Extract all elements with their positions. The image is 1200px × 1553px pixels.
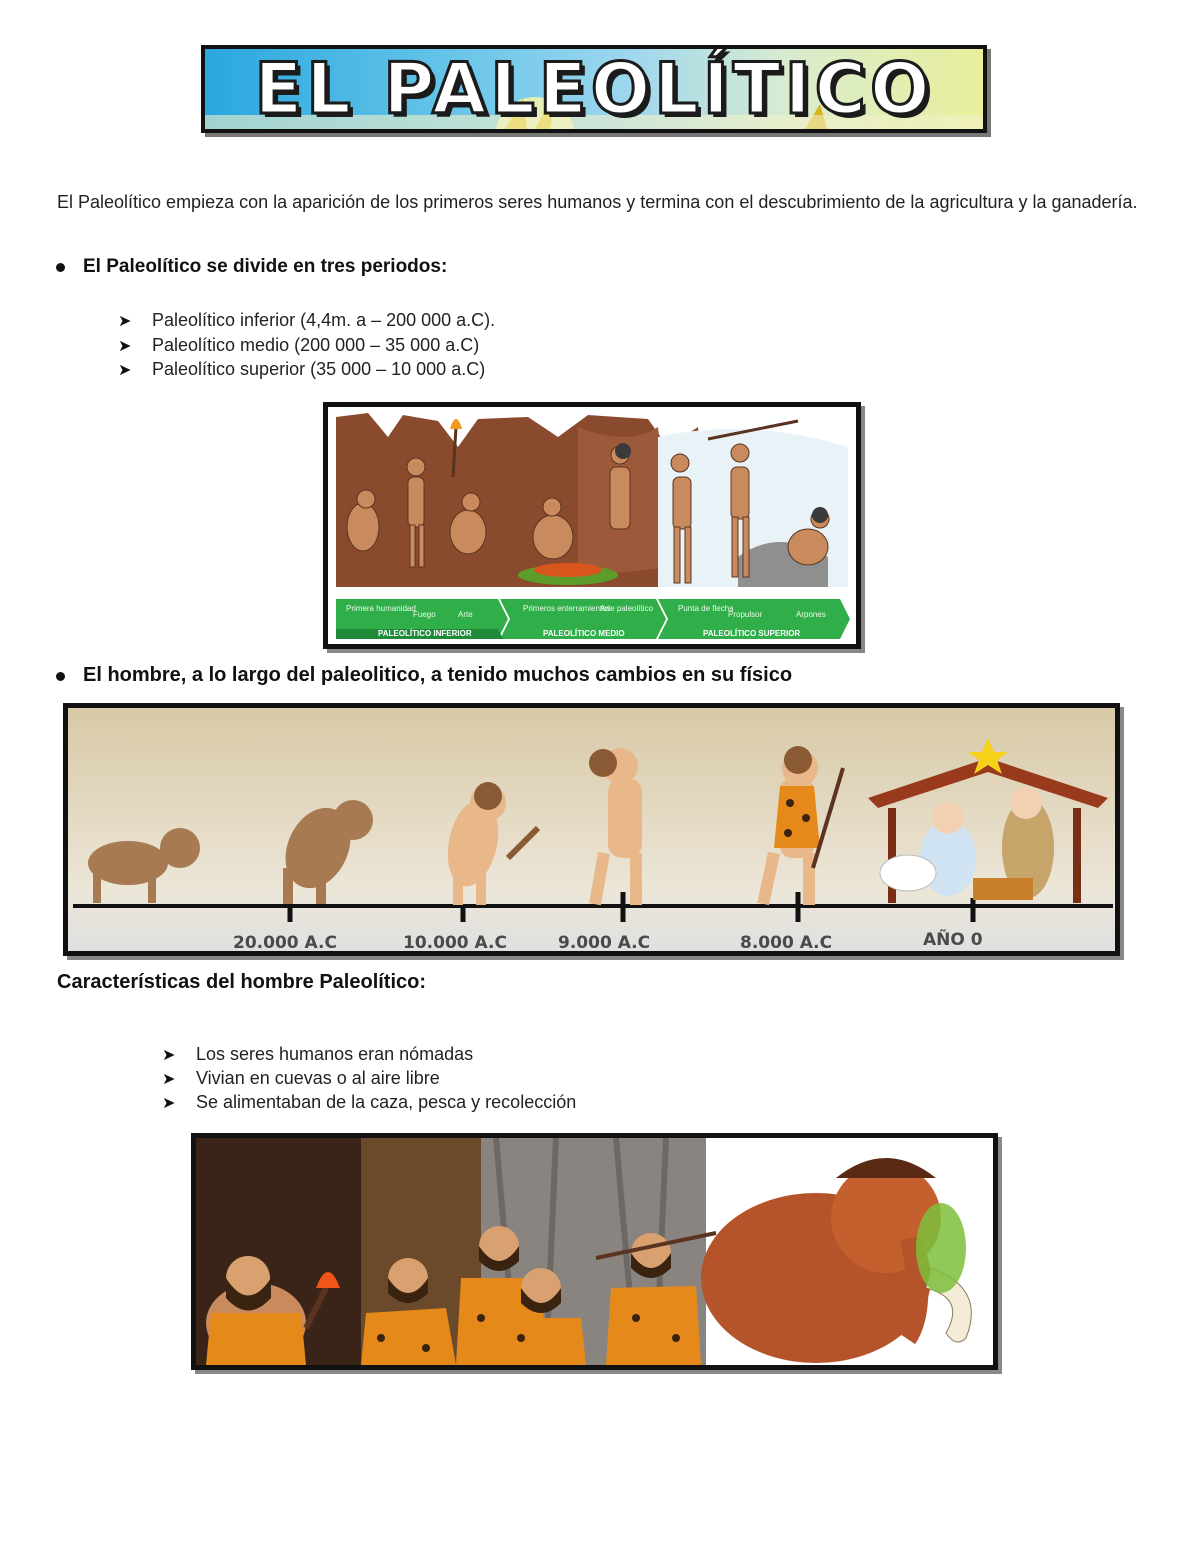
stage-label: Arpones: [796, 610, 826, 619]
stage-label: Arte: [458, 610, 473, 619]
stage-label: Primeros enterramientos: [523, 604, 611, 613]
stage-label: Punta de flecha: [678, 604, 734, 613]
periods-heading: El Paleolítico se divide en tres periodos:: [83, 256, 448, 277]
stage-label: Primera humanidad: [346, 604, 416, 613]
evolution-timeline: [63, 703, 1120, 956]
characteristic-item: ➤ Vivian en cuevas o al aire libre: [162, 1066, 440, 1092]
timeline-label: AÑO 0: [923, 930, 983, 950]
arrow-bullet-icon: ➤: [162, 1095, 176, 1112]
timeline-label: 9.000 A.C: [558, 933, 651, 951]
timeline-label: 8.000 A.C: [740, 933, 833, 951]
arrow-bullet-icon: ➤: [118, 362, 132, 379]
characteristics-heading: Características del hombre Paleolítico:: [57, 971, 427, 993]
characteristic-item: ➤ Se alimentaban de la caza, pesca y recolección: [162, 1090, 576, 1116]
stage-label: Propulsor: [728, 610, 763, 619]
period-item: ➤ Paleolítico medio (200 000 – 35 000 a.C): [118, 333, 479, 359]
cavemen-illustration: [191, 1133, 998, 1370]
arrow-bullet-icon: ➤: [162, 1071, 176, 1088]
title-banner: [201, 45, 987, 133]
band-label: PALEOLÍTICO INFERIOR: [378, 629, 472, 638]
arrow-bullet-icon: ➤: [118, 313, 132, 330]
band-label: PALEOLÍTICO MEDIO: [543, 629, 625, 638]
bullet-icon: [56, 263, 65, 272]
arrow-bullet-icon: ➤: [118, 338, 132, 355]
bullet-icon: [56, 672, 65, 681]
timeline-label: 20.000 A.C: [233, 933, 337, 951]
periods-illustration: [323, 402, 861, 649]
page-title: EL PALEOLÍTICO: [254, 48, 934, 130]
intro-paragraph: El Paleolítico empieza con la aparición de los primeros seres humanos y termina con el descubrimiento de la agricultura y la ganadería.: [57, 192, 1138, 212]
characteristic-item: ➤ Los seres humanos eran nómadas: [162, 1042, 473, 1068]
stage-label: Arte paleolítico: [600, 604, 653, 613]
arrow-bullet-icon: ➤: [162, 1047, 176, 1064]
stage-label: Fuego: [413, 610, 436, 619]
period-item: ➤ Paleolítico inferior (4,4m. a – 200 000 a.C).: [118, 308, 495, 334]
timeline-label: 10.000 A.C: [403, 933, 507, 951]
period-item: ➤ Paleolítico superior (35 000 – 10 000 a.C): [118, 357, 485, 383]
evolution-heading: El hombre, a lo largo del paleolitico, a tenido muchos cambios en su físico: [83, 664, 793, 686]
band-label: PALEOLÍTICO SUPERIOR: [703, 629, 801, 638]
